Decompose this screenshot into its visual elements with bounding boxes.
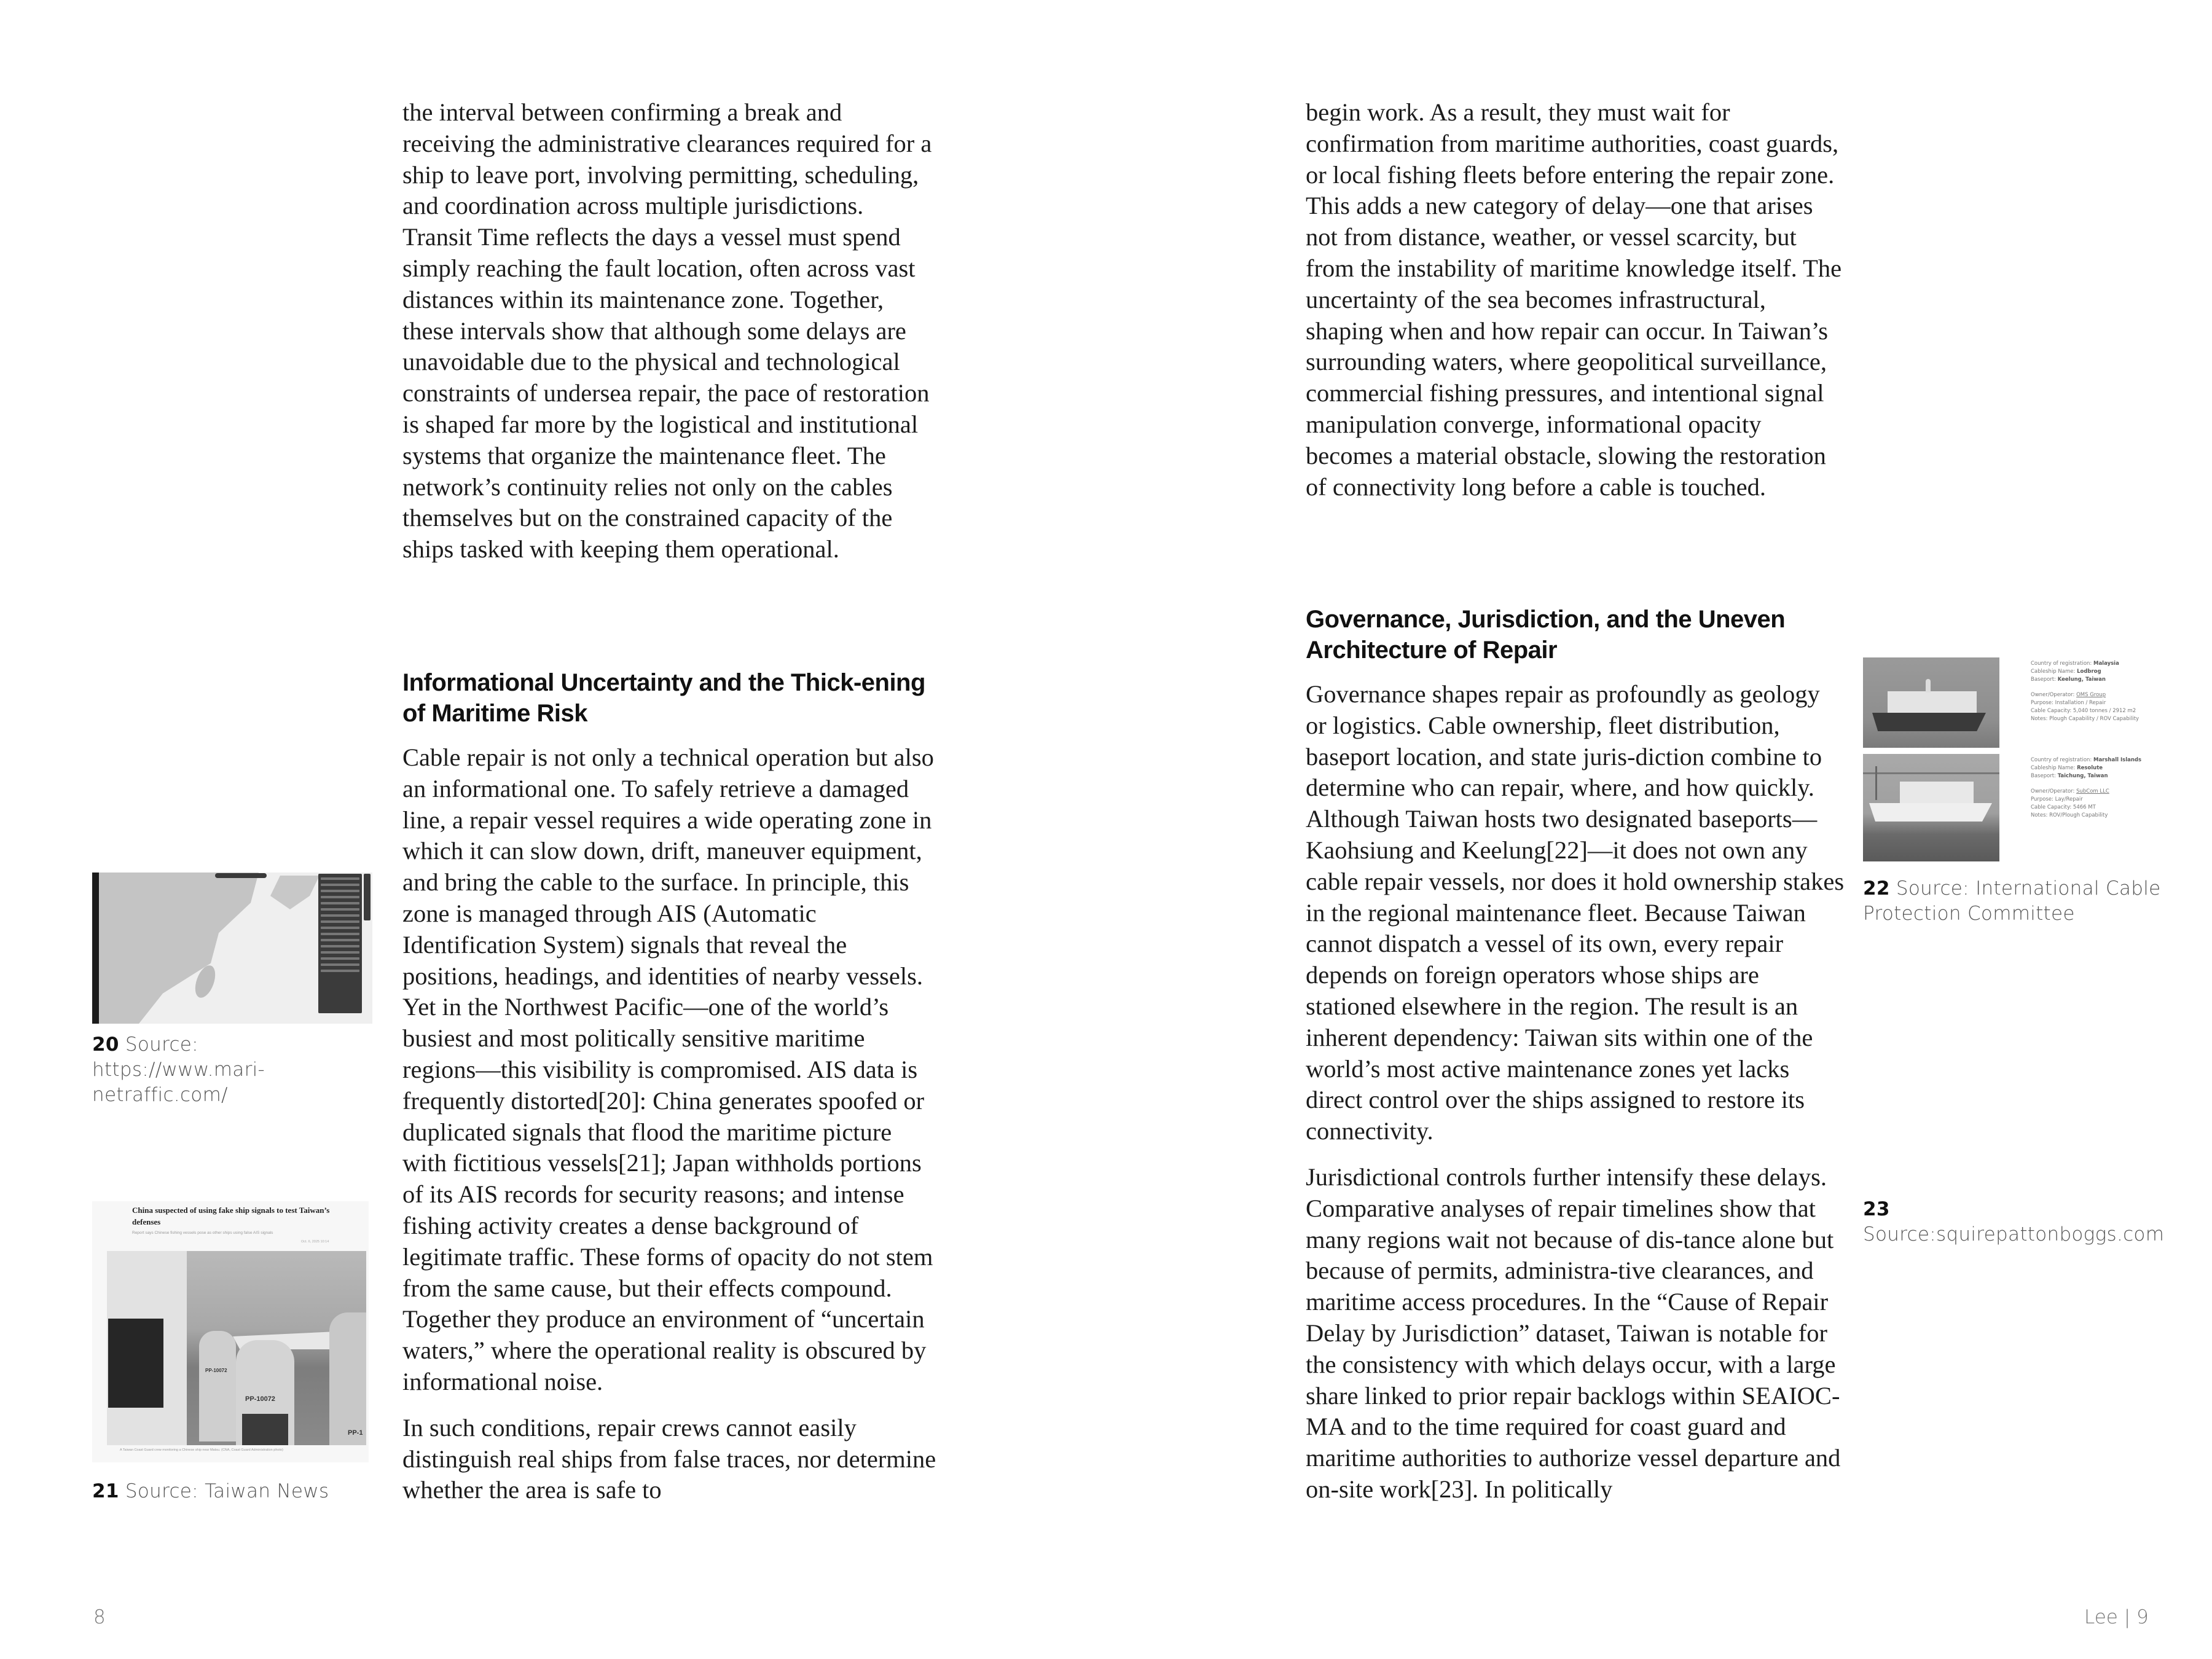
cableship-info-lodbrog <box>2031 660 2184 723</box>
figure-caption-22 <box>1863 876 2170 927</box>
purpose-line: Purpose: Installation / Repair <box>2031 700 2106 706</box>
notes-line: Notes: Plough Capability / ROV Capability <box>2031 716 2139 722</box>
body-paragraph: Jurisdictional controls further intensify these delays. Comparative analyses of repair timelines show that many regions wait not because of dis-tance alone but because of permits, administra-tive clearances, and maritime access procedures. In the “Cause of Repair Delay by Jurisdiction” dataset, Taiwan is notable for the consistency with which delays occur, with a large share linked to prior repair backlogs within SEAIOC-MA and to the time required for coast guard and maritime authorities to authorize vessel departure and on-site work[23]. In politically <box>1306 1163 1841 1503</box>
section-informational-uncertainty <box>402 667 937 1506</box>
body-paragraph: begin work. As a result, they must wait for confirmation from maritime authorities, coast guards, or local fishing fleets before entering the repair zone. This adds a new category of delay—one that arises not from distance, weather, or vessel scarcity, but from the instability of maritime knowledge itself. The uncertainty of the sea becomes infrastructural, shaping when and how repair can occur. In Taiwan’s surrounding waters, where geopolitical surveillance, commercial fishing pressures, and intentional signal manipulation converge, informational opacity becomes a material obstacle, slowing the restoration of connectivity long before a cable is touched. <box>1306 98 1842 501</box>
vessel-filters-panel <box>318 874 362 1013</box>
figure-caption-text: Source: https://www.mari-netraffic.com/ <box>92 1033 265 1106</box>
map-controls-rail <box>364 874 371 920</box>
vest-label: PP-10072 <box>205 1368 227 1373</box>
body-paragraph: Governance shapes repair as profoundly as geology or logistics. Cable ownership, fleet distribution, baseport location, and state juris-diction combine to determine who can repair, where, and how quickly. Although Taiwan hosts two designated baseports—Kaohsiung and Keelung[22]—it does not own any cable repair vessels, nor does it hold ownership stakes in the regional maintenance fleet. Because Taiwan cannot dispatch a vessel of its own, every repair depends on foreign operators whose ships are stationed elsewhere in the region. The result is an inherent dependency: Taiwan sits within one of the world’s most active maintenance zones yet lacks direct control over the ships assigned to restore its connectivity. <box>1306 680 1845 1145</box>
body-paragraph: In such conditions, repair crews cannot easily distinguish real ships from false traces, nor determine whether the area is safe to <box>402 1413 936 1504</box>
right-body-column-continued <box>1306 97 1846 503</box>
country-value: Marshall Islands <box>2093 757 2142 763</box>
section-heading: Governance, Jurisdiction, and the Uneven Architecture of Repair <box>1306 606 1786 664</box>
vest-label: PP-10072 <box>245 1395 275 1403</box>
figure-caption-20 <box>92 1032 369 1108</box>
figure-caption-text: Source:squirepattonboggs.com <box>1863 1223 2165 1245</box>
figure-number: 20 <box>92 1033 119 1056</box>
figure-caption-23 <box>1863 1197 2170 1247</box>
owner-link: OMS Group <box>2076 692 2106 698</box>
figure-number: 21 <box>92 1480 119 1502</box>
label: Owner/Operator: <box>2031 788 2075 794</box>
map-search-bar <box>215 873 267 878</box>
label: Country of registration: <box>2031 661 2092 667</box>
article-date: Oct. 6, 2025 10:14 <box>301 1240 329 1244</box>
left-body-column-continued <box>402 97 937 565</box>
cableship-resolute-photo <box>1863 754 1999 861</box>
figure-caption-text: Source: Taiwan News <box>125 1480 329 1502</box>
ship-mast <box>1926 679 1931 692</box>
marinetraffic-map-image <box>92 873 372 1024</box>
label: Cableship Name: <box>2031 765 2076 771</box>
capacity-line: Cable Capacity: 5466 MT <box>2031 804 2096 810</box>
page-number-left: 8 <box>93 1606 106 1628</box>
cableship-info-resolute <box>2031 756 2184 820</box>
ship-name-value: Lodbrog <box>2077 669 2101 675</box>
vest-label: PP-1 <box>348 1429 363 1437</box>
owner-link: SubCom LLC <box>2076 788 2109 794</box>
notes-line: Notes: ROV/Plough Capability <box>2031 812 2108 818</box>
baseport-value: Keelung, Taiwan <box>2057 677 2106 683</box>
cableship-lodbrog-photo <box>1863 657 1999 748</box>
bridge-tower <box>1875 766 1877 800</box>
section-heading: Informational Uncertainty and the Thick-ening of Maritime Risk <box>402 669 925 727</box>
right-page <box>1106 0 2212 1659</box>
figure-caption-21 <box>92 1479 369 1504</box>
capacity-line: Cable Capacity: 5,040 tonnes / 2912 m2 <box>2031 708 2136 714</box>
crew-member <box>329 1312 366 1445</box>
ship-name-value: Resolute <box>2077 765 2103 771</box>
label: Owner/Operator: <box>2031 692 2075 698</box>
figure-caption-text: Source: International Cable Protection Committee <box>1863 877 2161 925</box>
bridge-cable <box>1863 772 1999 774</box>
coast-guard-photo <box>107 1251 366 1445</box>
ship-superstructure <box>1888 691 1977 715</box>
section-governance-jurisdiction <box>1306 604 1846 1505</box>
map-toolbar <box>92 873 99 1024</box>
korea-japan-landmass <box>270 876 320 909</box>
mainland-china-landmass <box>99 873 259 1024</box>
crew-member <box>236 1340 294 1445</box>
figure-number: 23 <box>1863 1198 1890 1220</box>
article-headline: China suspected of using fake ship signals to test Taiwan’s defenses <box>132 1206 330 1226</box>
taiwan-news-article-image <box>92 1201 369 1462</box>
ship-superstructure <box>1900 782 1974 805</box>
ship-hull <box>1869 803 1992 822</box>
ship-cabin <box>107 1251 187 1445</box>
baseport-value: Taichung, Taiwan <box>2057 773 2108 779</box>
figure-number: 22 <box>1863 877 1890 900</box>
photo-caption: A Taiwan Coast Guard crew monitoring a Chinese ship near Matsu. (CNA, Coast Guard Administration photo) <box>120 1448 283 1452</box>
running-footer-page-9: Lee | 9 <box>2084 1606 2149 1628</box>
label: Country of registration: <box>2031 757 2092 763</box>
label: Baseport: <box>2031 677 2056 683</box>
purpose-line: Purpose: Lay/Repair <box>2031 796 2083 802</box>
label: Baseport: <box>2031 773 2056 779</box>
body-paragraph: the interval between confirming a break and receiving the administrative clearances required for a ship to leave port, involving permitting, scheduling, and coordination across multiple jurisdictions. Transit Time reflects the days a vessel must spend simply reaching the fault location, often across vast distances within its maintenance zone. Together, these intervals show that although some delays are unavoidable due to the physical and technological constraints of undersea repair, the pace of restoration is shaped far more by the logistical and institutional systems that organize the maintenance fleet. The network’s continuity relies not only on the cables themselves but on the constrained capacity of the ships tasked with keeping them operational. <box>402 98 932 563</box>
body-paragraph: Cable repair is not only a technical operation but also an informational one. To safely retrieve a damaged line, a repair vessel requires a wide operating zone in which it can slow down, drift, maneuver equipment, and bring the cable to the surface. In principle, this zone is managed through AIS (Automatic Identification System) signals that reveal the positions, headings, and identities of nearby vessels. Yet in the Northwest Pacific—one of the world’s busiest and most politically sensitive maritime regions—this visibility is compromised. AIS data is frequently distorted[20]: China generates spoofed or duplicated signals that flood the maritime picture with fictitious vessels[21]; Japan withholds portions of its AIS records for security reasons; and intense fishing activity creates a dense background of legitimate traffic. These forms of opacity do not stem from the same cause, but their effects compound. Together they produce an environment of “uncertain waters,” where the operational reality is obscured by informational noise. <box>402 743 934 1395</box>
article-subheadline: Report says Chinese fishing vessels pose as other ships using false AIS signals <box>132 1231 273 1235</box>
ship-hull <box>1872 713 1986 731</box>
crew-member <box>199 1331 236 1441</box>
country-value: Malaysia <box>2093 661 2119 667</box>
label: Cableship Name: <box>2031 669 2076 675</box>
